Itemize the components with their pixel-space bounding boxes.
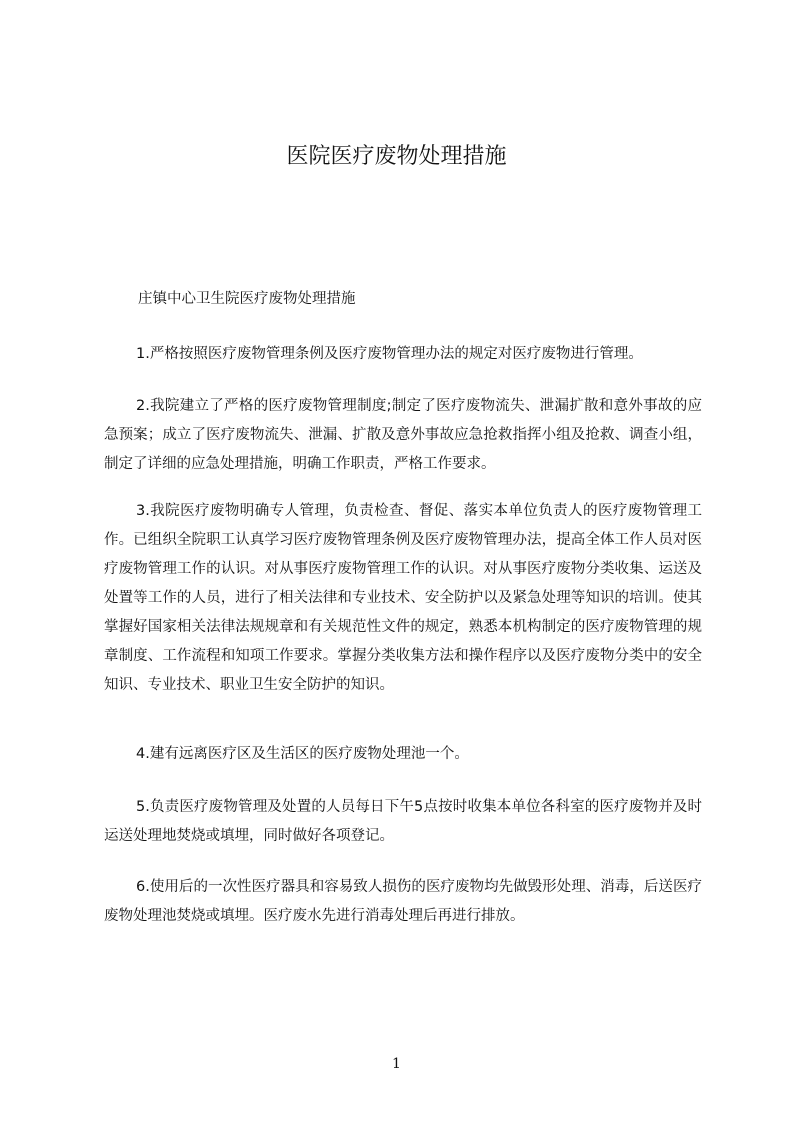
paragraph-5: 5.负责医疗废物管理及处置的人员每日下午5点按时收集本单位各科室的医疗废物并及时运送处理地焚烧或填埋，同时做好各项登记。: [104, 799, 702, 844]
paragraph-2: 2.我院建立了严格的医疗废物管理制度;制定了医疗废物流失、泄漏扩散和意外事故的应急预案；成立了医疗废物流失、泄漏、扩散及意外事故应急抢救指挥小组及抢救、调查小组，制定了详细的应急处理措施，明确工作职责，严格工作要求。: [104, 398, 702, 472]
document-title: 医院医疗废物处理措施: [286, 144, 507, 169]
document-subtitle: 庄镇中心卫生院医疗废物处理措施: [138, 291, 356, 307]
paragraph-3: 3.我院医疗废物明确专人管理，负责检查、督促、落实本单位负责人的医疗废物管理工作。已组织全院职工认真学习医疗废物管理条例及医疗废物管理办法，提高全体工作人员对医疗废物管理工作的认识。对从事医疗废物管理工作的认识。对从事医疗废物分类收集、运送及处置等工作的人员，进行了相关法律和专业技术、安全防护以及紧急处理等知识的培训。使其掌握好国家相关法律法规规章和有关规范性文件的规定，熟悉本机构制定的医疗废物管理的规章制度、工作流程和知项工作要求。掌握分类收集方法和操作程序以及医疗废物分类中的安全知识、专业技术、职业卫生安全防护的知识。: [104, 503, 702, 693]
paragraph-4: 4.建有远离医疗区及生活区的医疗废物处理池一个。: [136, 746, 469, 762]
paragraph-1: 1.严格按照医疗废物管理条例及医疗废物管理办法的规定对医疗废物进行管理。: [136, 346, 643, 362]
page-number: 1: [392, 1056, 401, 1072]
paragraph-6: 6.使用后的一次性医疗器具和容易致人损伤的医疗废物均先做毁形处理、消毒，后送医疗废物处理池焚烧或填埋。医疗废水先进行消毒处理后再进行排放。: [104, 879, 702, 924]
